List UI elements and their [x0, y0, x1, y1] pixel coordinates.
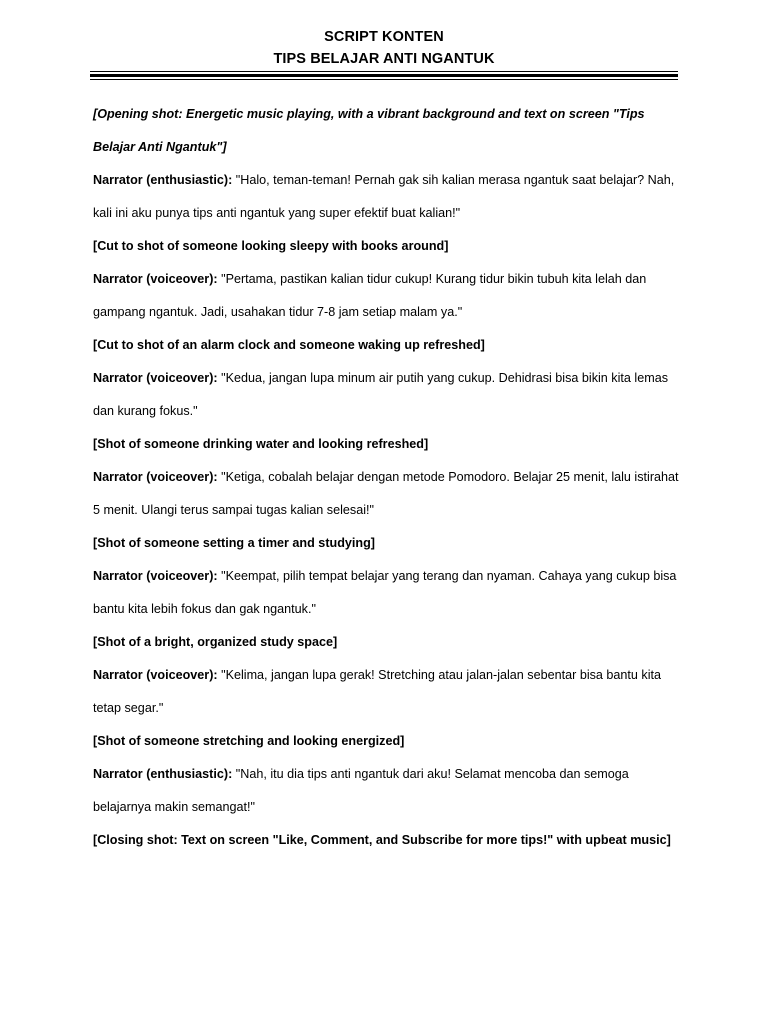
narrator-text-6: "Kelima, jangan lupa gerak! Stretching atau jalan-jalan sebentar bisa bantu kita tetap segar.": [93, 668, 662, 715]
closing-shot-direction: [Closing shot: Text on screen "Like, Comment, and Subscribe for more tips!" with upbeat music]: [93, 833, 671, 847]
narrator-text-5: "Keempat, pilih tempat belajar yang terang dan nyaman. Cahaya yang cukup bisa bantu kita lebih fokus dan gak ngantuk.": [93, 569, 677, 616]
narrator-speaker-3: Narrator (voiceover):: [93, 371, 218, 385]
narrator-text-1: "Halo, teman-teman! Pernah gak sih kalian merasa ngantuk saat belajar? Nah, kali ini aku punya tips anti ngantuk yang super efektif buat kalian!": [93, 173, 675, 220]
shot-direction-4: [Shot of someone setting a timer and studying]: [93, 536, 375, 550]
narrator-speaker-4: Narrator (voiceover):: [93, 470, 218, 484]
shot-direction-2: [Cut to shot of an alarm clock and someone waking up refreshed]: [93, 338, 485, 352]
header-rule-top: [90, 71, 678, 72]
narrator-line-6: [93, 659, 683, 725]
narrator-line-3: [93, 362, 683, 428]
narrator-line-5: [93, 560, 683, 626]
narrator-line-2: [93, 263, 683, 329]
header-rule-middle: [90, 74, 678, 77]
narrator-speaker-5: Narrator (voiceover):: [93, 569, 218, 583]
narrator-speaker-7: Narrator (enthusiastic):: [93, 767, 233, 781]
narrator-speaker-1: Narrator (enthusiastic):: [93, 173, 233, 187]
document-title-line1: SCRIPT KONTEN: [324, 29, 444, 45]
opening-shot-direction: [Opening shot: Energetic music playing, with a vibrant background and text on screen "Tips Belajar Anti Ngantuk"]: [93, 107, 645, 154]
narrator-line-7: [93, 758, 683, 824]
shot-direction-1: [Cut to shot of someone looking sleepy with books around]: [93, 239, 449, 253]
script-body: [93, 98, 683, 857]
header-rule-bottom: [90, 79, 678, 80]
document-header: [90, 26, 678, 70]
shot-direction-6: [Shot of someone stretching and looking energized]: [93, 734, 405, 748]
narrator-text-2: "Pertama, pastikan kalian tidur cukup! Kurang tidur bikin tubuh kita lelah dan gampang ngantuk. Jadi, usahakan tidur 7-8 jam setiap malam ya.": [93, 272, 647, 319]
narrator-line-4: [93, 461, 683, 527]
shot-direction-3: [Shot of someone drinking water and looking refreshed]: [93, 437, 429, 451]
shot-direction-5: [Shot of a bright, organized study space]: [93, 635, 338, 649]
document-title-line2: TIPS BELAJAR ANTI NGANTUK: [273, 51, 495, 67]
narrator-text-7: "Nah, itu dia tips anti ngantuk dari aku! Selamat mencoba dan semoga belajarnya makin semangat!": [93, 767, 629, 814]
narrator-text-3: "Kedua, jangan lupa minum air putih yang cukup. Dehidrasi bisa bikin kita lemas dan kurang fokus.": [93, 371, 668, 418]
narrator-text-4: "Ketiga, cobalah belajar dengan metode Pomodoro. Belajar 25 menit, lalu istirahat 5 menit. Ulangi terus sampai tugas kalian selesai!": [93, 470, 679, 517]
narrator-speaker-6: Narrator (voiceover):: [93, 668, 218, 682]
narrator-speaker-2: Narrator (voiceover):: [93, 272, 218, 286]
narrator-line-1: [93, 164, 683, 230]
